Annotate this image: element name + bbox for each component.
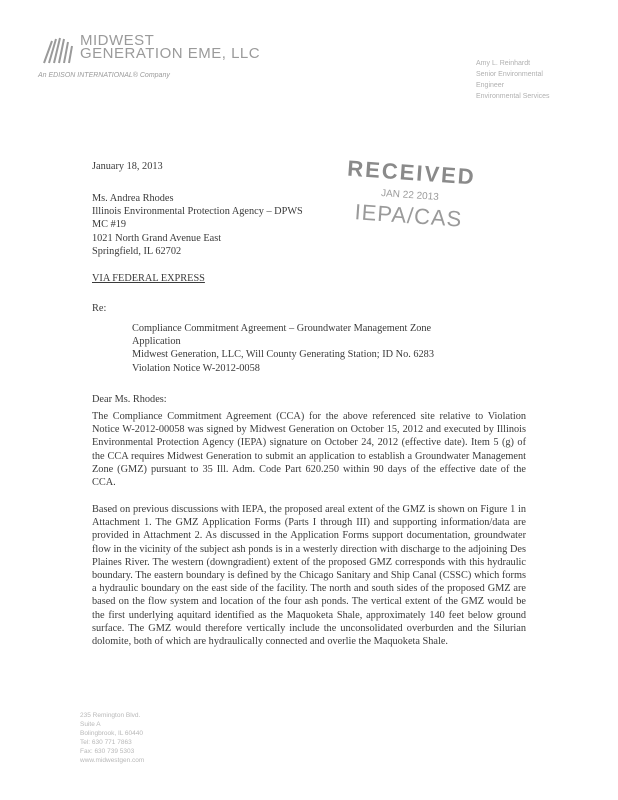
company-logo-icon [40,35,76,65]
stamp-agency: IEPA/CAS [353,199,464,232]
letter-date: January 18, 2013 [92,161,163,172]
footer-address [80,711,144,765]
company-subtitle: An EDISON INTERNATIONAL® Company [38,72,170,79]
recipient-address [92,192,303,258]
subject-line: Violation Notice W-2012-0058 [132,362,260,374]
company-name-line1: MIDWEST [80,32,155,49]
stamp-received: RECEIVED [346,155,477,190]
re-label: Re: [92,303,107,314]
recipient-line: Illinois Environmental Protection Agency – DPWS [92,206,303,218]
recipient-line: MC #19 [92,219,127,231]
author-line: Engineer [476,82,505,89]
recipient-line: 1021 North Grand Avenue East [92,232,222,244]
delivery-method: VIA FEDERAL EXPRESS [92,273,205,284]
footer-line: Suite A [80,721,101,728]
footer-line: Fax: 630 739 5303 [80,748,135,755]
company-name-line2: GENERATION EME, LLC [80,45,261,62]
author-line: Amy L. Reinhardt [476,60,531,67]
author-block [476,58,550,102]
company-name [80,34,260,60]
subject-line: Compliance Commitment Agreement – Groundwater Management Zone [132,323,432,334]
stamp-date: JAN 22 2013 [380,187,440,204]
body-paragraph-2: Based on previous discussions with IEPA, the proposed areal extent of the GMZ is shown on Figure 1 in Attachment 1. The GMZ Application Forms (Parts I through III) and supporting information/data are provided in Attachment 2. As discussed in the Application Forms support documentation, groundwater flow in the vicinity of the subject ash ponds is in a westerly direction with discharge to the adjoining Des Plaines River. The western (downgradient) extent of the proposed GMZ corresponds with this hydraulic boundary. The eastern boundary is defined by the Chicago Sanitary and Ship Canal (CSSC) which forms a hydraulic boundary on the east side of the facility. The north and south sides of the proposed GMZ are based on the flow system and location of the four ash ponds. The vertical extent of the GMZ would be the first underlying aquitard identified as the Maquoketa Shale, approximately 140 feet below ground surface. The GMZ would therefore vertically include the unconsolidated overburden and the Silurian dolomite, both of which are hydraulically connected and overlie the Maquoketa Shale. [92,504,526,648]
salutation: Dear Ms. Rhodes: [92,394,167,405]
subject-block [132,322,434,375]
author-line: Environmental Services [476,93,550,100]
footer-line: Bolingbrook, IL 60440 [80,730,144,737]
received-stamp [343,156,477,234]
recipient-line: Ms. Andrea Rhodes [92,193,174,204]
subject-line: Midwest Generation, LLC, Will County Generating Station; ID No. 6283 [132,349,434,361]
author-line: Senior Environmental [476,71,543,78]
body-paragraph-1: The Compliance Commitment Agreement (CCA) for the above referenced site relative to Violation Notice W-2012-00058 was signed by Midwest Generation on October 15, 2012 and executed by Illinois Environmental Protection Agency (IEPA) signature on October 24, 2012 (effective date). Item 5 (g) of the CCA requires Midwest Generation to submit an application to establish a Groundwater Management Zone (GMZ) pursuant to 35 Ill. Adm. Code Part 620.250 within 90 days of the effective date of the CCA. [92,411,526,489]
subject-line: Application [132,336,181,348]
footer-line: www.midwestgen.com [80,757,145,764]
recipient-line: Springfield, IL 62702 [92,245,182,257]
footer-line: 235 Remington Blvd. [80,712,141,719]
footer-line: Tel: 630 771 7863 [80,739,132,746]
